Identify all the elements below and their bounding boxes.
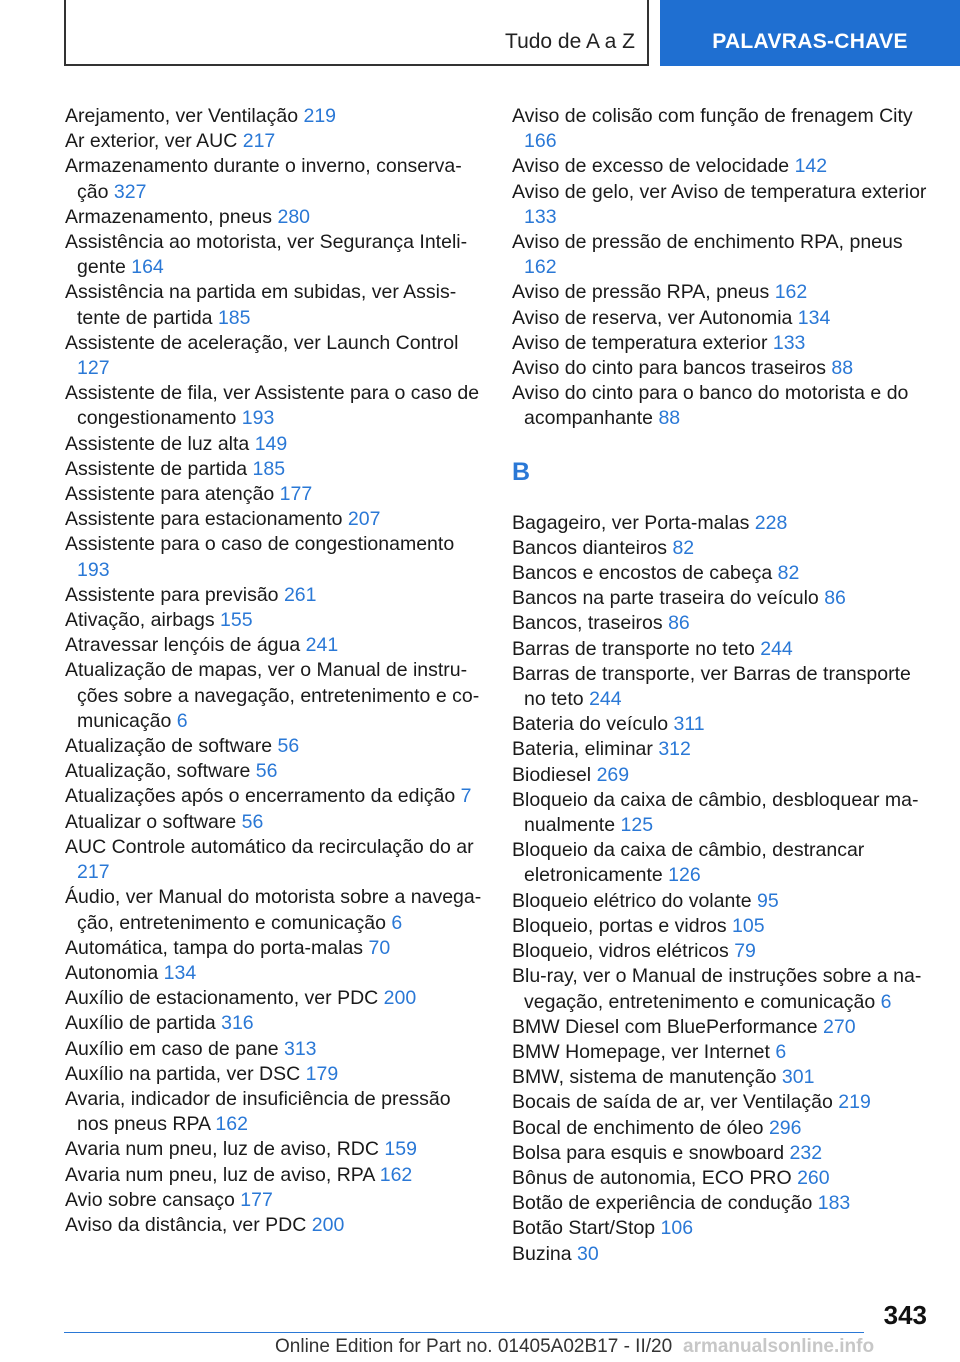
header-tab bbox=[660, 0, 960, 66]
index-entry bbox=[512, 381, 937, 431]
index-entry-page-link[interactable]: 88 bbox=[831, 357, 854, 380]
index-entry-page-link[interactable]: 311 bbox=[673, 713, 705, 736]
index-entry-term: Assistente para o caso de congestionamento bbox=[65, 533, 455, 556]
index-entry-page-link[interactable]: 301 bbox=[781, 1066, 815, 1089]
index-entry-page-link[interactable]: 30 bbox=[577, 1242, 599, 1265]
index-entry-term: Bancos e encostos de cabeça bbox=[512, 562, 773, 585]
index-entry-term: Atualizar o software bbox=[65, 810, 237, 833]
index-entry-page-link[interactable]: 312 bbox=[658, 738, 691, 761]
index-entry bbox=[512, 511, 937, 536]
index-entry-page-link[interactable]: 232 bbox=[789, 1141, 823, 1164]
index-entry bbox=[512, 637, 937, 662]
index-entry-term: Avaria, indicador de insuficiência de pressão nos pneus RPA bbox=[65, 1087, 451, 1136]
index-entry-term: Bolsa para esquis e snowboard bbox=[512, 1141, 785, 1164]
index-entry bbox=[512, 939, 937, 964]
index-column-right bbox=[512, 104, 937, 1267]
index-entry-page-link[interactable]: 133 bbox=[772, 331, 806, 354]
section-heading-b: B bbox=[512, 457, 531, 486]
index-entry-term: Bateria, eliminar bbox=[512, 738, 653, 761]
header-tab-label: PALAVRAS-CHAVE bbox=[712, 30, 908, 53]
index-entry-page-link[interactable]: 185 bbox=[217, 306, 251, 329]
index-entry-term: Aviso de pressão RPA, pneus bbox=[512, 281, 770, 304]
index-entry bbox=[65, 1062, 485, 1087]
index-entry bbox=[65, 936, 485, 961]
index-entry-page-link[interactable]: 162 bbox=[379, 1163, 413, 1186]
index-entry-page-link[interactable]: 219 bbox=[303, 105, 337, 127]
index-entry-page-link[interactable]: 217 bbox=[242, 130, 276, 153]
index-entry-term: BMW Diesel com BluePerformance bbox=[512, 1015, 818, 1038]
index-entry bbox=[65, 961, 485, 986]
index-entry-page-link[interactable]: 6 bbox=[880, 990, 892, 1013]
index-entry bbox=[65, 154, 485, 204]
index-entry-page-link[interactable]: 7 bbox=[460, 785, 472, 808]
index-entry-term: Assistente de partida bbox=[65, 457, 248, 480]
index-entry-term: Biodiesel bbox=[512, 763, 592, 786]
index-entry bbox=[65, 784, 485, 809]
index-entry-page-link[interactable]: 56 bbox=[241, 810, 264, 833]
index-entry-page-link[interactable]: 183 bbox=[817, 1192, 851, 1215]
index-entry-term: Bloqueio elétrico do volante bbox=[512, 889, 752, 912]
index-entry-page-link[interactable]: 219 bbox=[838, 1091, 871, 1114]
index-entry bbox=[512, 356, 937, 381]
index-entry-term: Avio sobre cansaço bbox=[65, 1188, 235, 1211]
page-header bbox=[0, 0, 960, 66]
index-entry-term: Bônus de autonomia, ECO PRO bbox=[512, 1166, 792, 1189]
index-entry-term: Autonomia bbox=[65, 961, 159, 984]
index-entry-term: Aviso de reserva, ver Autonomia bbox=[512, 306, 793, 329]
index-entry-page-link[interactable]: 241 bbox=[305, 634, 339, 657]
index-entry-page-link[interactable]: 82 bbox=[777, 562, 800, 585]
index-column-left bbox=[65, 104, 485, 1238]
index-entry-page-link[interactable]: 164 bbox=[131, 256, 164, 279]
index-entry bbox=[65, 532, 485, 582]
index-entry bbox=[512, 230, 937, 280]
header-title-box bbox=[64, 0, 649, 66]
index-entry bbox=[65, 457, 485, 482]
index-entry bbox=[65, 885, 485, 935]
index-entry-page-link[interactable]: 70 bbox=[368, 936, 391, 959]
index-entry-page-link[interactable]: 86 bbox=[668, 612, 690, 635]
index-entry-page-link[interactable]: 125 bbox=[620, 814, 654, 837]
index-entry bbox=[65, 583, 485, 608]
index-entry bbox=[512, 280, 937, 305]
index-entry-term: Atualizações após o encerramento da edição bbox=[65, 785, 456, 808]
index-entry-term: Assistente para atenção bbox=[65, 483, 275, 506]
watermark: armanualsonline.info bbox=[683, 1336, 875, 1357]
index-entry-term: Atualização, software bbox=[65, 760, 251, 783]
index-entry-page-link[interactable]: 6 bbox=[775, 1040, 787, 1063]
index-entry-term: Barras de transporte no teto bbox=[512, 637, 755, 660]
index-entry-term: Áudio, ver Manual do motorista sobre a navegação, entretenimento e comunicação bbox=[65, 886, 482, 934]
index-entry-page-link[interactable]: 82 bbox=[672, 536, 695, 559]
index-entry-page-link[interactable]: 79 bbox=[734, 940, 756, 963]
index-entry bbox=[65, 835, 485, 885]
index-entry-page-link[interactable]: 244 bbox=[589, 688, 622, 711]
index-entry bbox=[512, 889, 937, 914]
index-entry bbox=[512, 737, 937, 762]
index-entry-page-link[interactable]: 56 bbox=[255, 760, 278, 783]
index-entry-term: Aviso de excesso de velocidade bbox=[512, 155, 790, 178]
index-entry-page-link[interactable]: 149 bbox=[254, 432, 288, 455]
index-entry-term: Bagageiro, ver Porta-malas bbox=[512, 511, 750, 534]
index-entry-page-link[interactable]: 155 bbox=[220, 609, 253, 632]
index-entry bbox=[512, 561, 937, 586]
index-entry bbox=[512, 1116, 937, 1141]
index-entry bbox=[65, 205, 485, 230]
index-entry-term: Bocal de enchimento de óleo bbox=[512, 1116, 764, 1139]
index-entry-term: Assistente de luz alta bbox=[65, 432, 250, 455]
index-entry-page-link[interactable]: 280 bbox=[277, 205, 311, 228]
index-entry-page-link[interactable]: 133 bbox=[524, 205, 557, 228]
index-entry-page-link[interactable]: 162 bbox=[215, 1113, 248, 1136]
index-entry-page-link[interactable]: 6 bbox=[391, 911, 403, 934]
index-entry-page-link[interactable]: 126 bbox=[668, 864, 701, 887]
index-entry bbox=[65, 482, 485, 507]
index-entry-page-link[interactable]: 106 bbox=[660, 1217, 694, 1240]
index-entry bbox=[512, 788, 937, 838]
index-entry-page-link[interactable]: 134 bbox=[163, 961, 197, 984]
index-entry-term: Bloqueio da caixa de câmbio, desbloquear manualmente bbox=[512, 788, 919, 837]
index-entry bbox=[65, 1011, 485, 1036]
index-entry-term: BMW, sistema de manutenção bbox=[512, 1066, 777, 1089]
index-entry-term: Assistente para estacionamento bbox=[65, 508, 343, 531]
index-entry-term: Assistência na partida em subidas, ver Assistente de partida bbox=[65, 281, 457, 329]
index-entry bbox=[65, 507, 485, 532]
index-entry-page-link[interactable]: 193 bbox=[77, 558, 110, 581]
index-entry-term: Aviso do cinto para bancos traseiros bbox=[512, 357, 826, 380]
index-entry-page-link[interactable]: 200 bbox=[383, 987, 417, 1010]
index-entry-page-link[interactable]: 134 bbox=[797, 306, 831, 329]
index-entry bbox=[65, 230, 485, 280]
index-entry bbox=[65, 1213, 485, 1238]
index-entry bbox=[65, 1087, 485, 1137]
index-entry bbox=[512, 536, 937, 561]
index-entry-term: Arejamento, ver Ventilação bbox=[65, 105, 299, 127]
index-entry-term: Blu-ray, ver o Manual de instruções sobre a navegação, entretenimento e comunicação bbox=[512, 965, 922, 1013]
index-entry bbox=[65, 104, 485, 129]
index-entry-term: Ativação, airbags bbox=[65, 609, 215, 632]
index-entry-page-link[interactable]: 86 bbox=[824, 587, 846, 610]
index-entry bbox=[65, 759, 485, 784]
index-entry-term: Buzina bbox=[512, 1242, 572, 1265]
index-entry-page-link[interactable]: 313 bbox=[283, 1037, 317, 1060]
index-entry-page-link[interactable]: 162 bbox=[524, 256, 557, 279]
index-entry bbox=[65, 129, 485, 154]
index-entry-page-link[interactable]: 127 bbox=[77, 357, 110, 380]
index-entry-page-link[interactable]: 261 bbox=[283, 583, 317, 606]
index-entry bbox=[512, 1216, 937, 1241]
index-entry-term: Avaria num pneu, luz de aviso, RDC bbox=[65, 1138, 379, 1161]
index-entry bbox=[65, 608, 485, 633]
index-entry bbox=[512, 662, 937, 712]
index-entry-term: Bancos na parte traseira do veículo bbox=[512, 587, 819, 610]
index-entry-term: AUC Controle automático da recirculação do ar bbox=[65, 835, 474, 858]
index-entry bbox=[65, 658, 485, 734]
index-entry bbox=[512, 180, 937, 230]
index-entry bbox=[512, 154, 937, 179]
index-entry bbox=[512, 331, 937, 356]
index-entry bbox=[512, 586, 937, 611]
index-entry-term: Assistente de aceleração, ver Launch Control bbox=[65, 331, 459, 354]
header-title: Tudo de A a Z bbox=[505, 30, 635, 53]
index-entry-page-link[interactable]: 159 bbox=[384, 1138, 417, 1161]
index-entry bbox=[512, 1015, 937, 1040]
index-entry-term: Automática, tampa do porta-malas bbox=[65, 936, 364, 959]
index-entry bbox=[512, 914, 937, 939]
index-entry-term: Bloqueio, portas e vidros bbox=[512, 914, 727, 937]
index-entry bbox=[512, 1040, 937, 1065]
index-entry-page-link[interactable]: 207 bbox=[347, 508, 381, 531]
index-group-b bbox=[512, 511, 937, 1267]
index-entry bbox=[512, 964, 937, 1014]
index-entry-page-link[interactable]: 162 bbox=[774, 281, 808, 304]
index-entry bbox=[65, 1163, 485, 1188]
footer-edition: Online Edition for Part no. 01405A02B17 - II/20 bbox=[275, 1336, 673, 1357]
page-number: 343 bbox=[883, 1300, 927, 1330]
index-entry-term: Assistente para previsão bbox=[65, 583, 279, 606]
index-entry-term: Bloqueio, vidros elétricos bbox=[512, 940, 729, 963]
index-entry-page-link[interactable]: 88 bbox=[658, 407, 681, 430]
index-entry-term: BMW Homepage, ver Internet bbox=[512, 1040, 770, 1063]
index-entry bbox=[512, 611, 937, 636]
index-entry-term: Botão de experiência de condução bbox=[512, 1192, 813, 1215]
index-entry-term: Barras de transporte, ver Barras de transporte no teto bbox=[512, 662, 911, 711]
index-entry bbox=[512, 1141, 937, 1166]
index-entry-term: Aviso de pressão de enchimento RPA, pneus bbox=[512, 231, 903, 254]
index-entry bbox=[65, 1188, 485, 1213]
index-entry-term: Assistência ao motorista, ver Segurança Inteligente bbox=[65, 231, 468, 279]
index-entry-term: Aviso do cinto para o banco do motorista e do acompanhante bbox=[512, 382, 909, 430]
index-entry-page-link[interactable]: 185 bbox=[252, 457, 286, 480]
index-entry bbox=[65, 633, 485, 658]
index-entry-term: Auxílio de estacionamento, ver PDC bbox=[65, 987, 379, 1010]
index-entry-page-link[interactable]: 260 bbox=[797, 1166, 830, 1189]
index-entry bbox=[512, 104, 937, 154]
index-entry-term: Bancos dianteiros bbox=[512, 536, 668, 559]
index-entry-page-link[interactable]: 270 bbox=[823, 1015, 856, 1038]
index-entry bbox=[512, 1065, 937, 1090]
index-entry bbox=[512, 1191, 937, 1216]
index-entry-term: Atualização de software bbox=[65, 735, 273, 758]
index-entry bbox=[65, 331, 485, 381]
index-entry-term: Botão Start/Stop bbox=[512, 1217, 656, 1240]
index-entry-term: Atravessar lençóis de água bbox=[65, 634, 301, 657]
index-entry bbox=[512, 763, 937, 788]
index-entry-page-link[interactable]: 228 bbox=[754, 511, 788, 534]
index-entry-term: Auxílio na partida, ver DSC bbox=[65, 1062, 301, 1085]
index-entry-page-link[interactable]: 327 bbox=[113, 180, 147, 203]
index-entry-term: Armazenamento durante o inverno, conservação bbox=[65, 155, 462, 203]
index-entry-page-link[interactable]: 217 bbox=[77, 861, 110, 884]
index-entry-term: Ar exterior, ver AUC bbox=[65, 130, 238, 153]
index-entry-term: Aviso da distância, ver PDC bbox=[65, 1213, 307, 1236]
index-entry bbox=[65, 1037, 485, 1062]
index-entry-term: Bloqueio da caixa de câmbio, destrancar eletronicamente bbox=[512, 839, 865, 887]
index-entry-page-link[interactable]: 56 bbox=[277, 735, 300, 758]
index-group-a-continued bbox=[512, 104, 937, 432]
index-entry-term: Avaria num pneu, luz de aviso, RPA bbox=[65, 1163, 375, 1186]
index-entry-page-link[interactable]: 193 bbox=[241, 407, 275, 430]
index-entry-term: Assistente de fila, ver Assistente para o caso de congestionamento bbox=[65, 382, 480, 430]
index-entry-page-link[interactable]: 296 bbox=[768, 1116, 802, 1139]
index-entry-term: Aviso de gelo, ver Aviso de temperatura exterior bbox=[512, 180, 927, 203]
index-entry bbox=[65, 810, 485, 835]
index-entry-page-link[interactable]: 177 bbox=[279, 483, 313, 506]
index-entry-term: Bocais de saída de ar, ver Ventilação bbox=[512, 1091, 833, 1114]
index-entry bbox=[65, 280, 485, 330]
index-entry bbox=[65, 381, 485, 431]
index-entry bbox=[512, 712, 937, 737]
index-entry-term: Auxílio de partida bbox=[65, 1012, 216, 1035]
index-entry bbox=[65, 986, 485, 1011]
index-entry-term: Armazenamento, pneus bbox=[65, 205, 273, 228]
index-entry-page-link[interactable]: 200 bbox=[311, 1213, 345, 1236]
index-entry bbox=[65, 432, 485, 457]
index-entry-page-link[interactable]: 316 bbox=[221, 1012, 254, 1035]
index-entry-page-link[interactable]: 6 bbox=[176, 709, 188, 732]
index-entry-term: Atualização de mapas, ver o Manual de instruções sobre a navegação, entretenimento e comunicação bbox=[65, 659, 480, 732]
index-entry-term: Bateria do veículo bbox=[512, 713, 669, 736]
footer-divider bbox=[64, 1332, 864, 1333]
index-entry bbox=[512, 838, 937, 888]
index-entry-page-link[interactable]: 244 bbox=[760, 637, 793, 660]
index-entry-page-link[interactable]: 179 bbox=[305, 1062, 339, 1085]
index-entry-page-link[interactable]: 269 bbox=[596, 763, 630, 786]
index-entry-page-link[interactable]: 166 bbox=[524, 130, 557, 153]
index-entry bbox=[65, 734, 485, 759]
index-entry-page-link[interactable]: 105 bbox=[732, 914, 765, 937]
index-entry-term: Bancos, traseiros bbox=[512, 612, 663, 635]
index-entry bbox=[512, 306, 937, 331]
index-entry-term: Aviso de temperatura exterior bbox=[512, 331, 768, 354]
index-entry-page-link[interactable]: 95 bbox=[757, 889, 779, 912]
index-entry bbox=[65, 1137, 485, 1162]
index-entry-term: Auxílio em caso de pane bbox=[65, 1037, 279, 1060]
index-entry-page-link[interactable]: 142 bbox=[794, 155, 828, 178]
index-entry bbox=[512, 1166, 937, 1191]
index-entry-term: Aviso de colisão com função de frenagem City bbox=[512, 105, 913, 127]
index-entry bbox=[512, 1242, 937, 1267]
index-entry bbox=[512, 1090, 937, 1115]
index-entry-page-link[interactable]: 177 bbox=[240, 1188, 273, 1211]
